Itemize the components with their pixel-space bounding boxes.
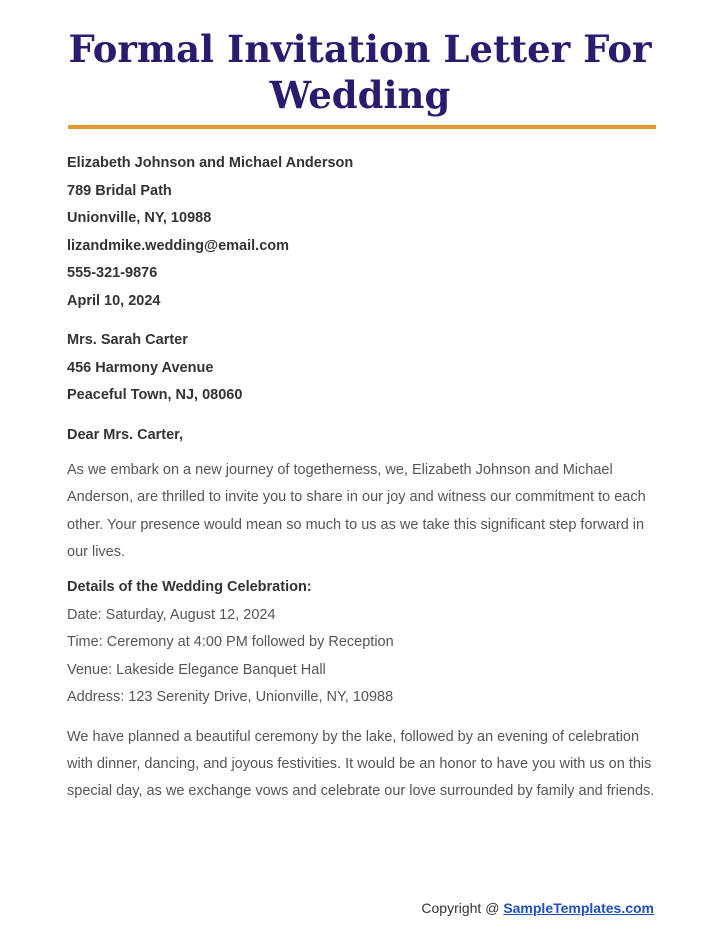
salutation: Dear Mrs. Carter, xyxy=(67,426,184,443)
details-venue: Venue: Lakeside Elegance Banquet Hall xyxy=(67,661,326,678)
closing-paragraph: We have planned a beautiful ceremony by the lake, followed by an evening of celebration with dinner, dancing, and joyous festivities. It would be an honor to have you with us on this special day, as we exchange vows and celebrate our love surrounded by family and friends. xyxy=(67,728,655,800)
page-title: Formal Invitation Letter For Wedding xyxy=(68,27,652,117)
copyright-label: Copyright @ xyxy=(421,900,500,916)
details-time: Time: Ceremony at 4:00 PM followed by Reception xyxy=(67,634,394,651)
recipient-name: Mrs. Sarah Carter xyxy=(67,332,188,348)
sampletemplates-link[interactable]: SampleTemplates.com xyxy=(503,900,654,916)
sender-city: Unionville, NY, 10988 xyxy=(67,210,212,226)
title-divider xyxy=(68,125,656,129)
sender-names: Elizabeth Johnson and Michael Anderson xyxy=(67,155,354,171)
details-heading: Details of the Wedding Celebration: xyxy=(67,579,312,596)
recipient-street: 456 Harmony Avenue xyxy=(67,359,214,376)
recipient-city: Peaceful Town, NJ, 08060 xyxy=(67,387,243,403)
copyright-footer xyxy=(421,900,654,916)
letter-date: April 10, 2024 xyxy=(67,292,161,309)
sender-block xyxy=(67,150,667,315)
sender-phone: 555-321-9876 xyxy=(67,265,158,281)
recipient-block xyxy=(67,327,667,410)
sender-street: 789 Bridal Path xyxy=(67,182,172,199)
details-address: Address: 123 Serenity Drive, Unionville, NY, 10988 xyxy=(67,689,394,706)
details-date: Date: Saturday, August 12, 2024 xyxy=(67,606,276,623)
intro-paragraph: As we embark on a new journey of togetherness, we, Elizabeth Johnson and Michael Anderson, are thrilled to invite you to share in our joy and witness our commitment to each other. Your presence would mean so much to us as we take this significant step forward in our lives. xyxy=(67,462,646,560)
sender-email: lizandmike.wedding@email.com xyxy=(67,237,290,254)
letter-body xyxy=(67,150,667,806)
